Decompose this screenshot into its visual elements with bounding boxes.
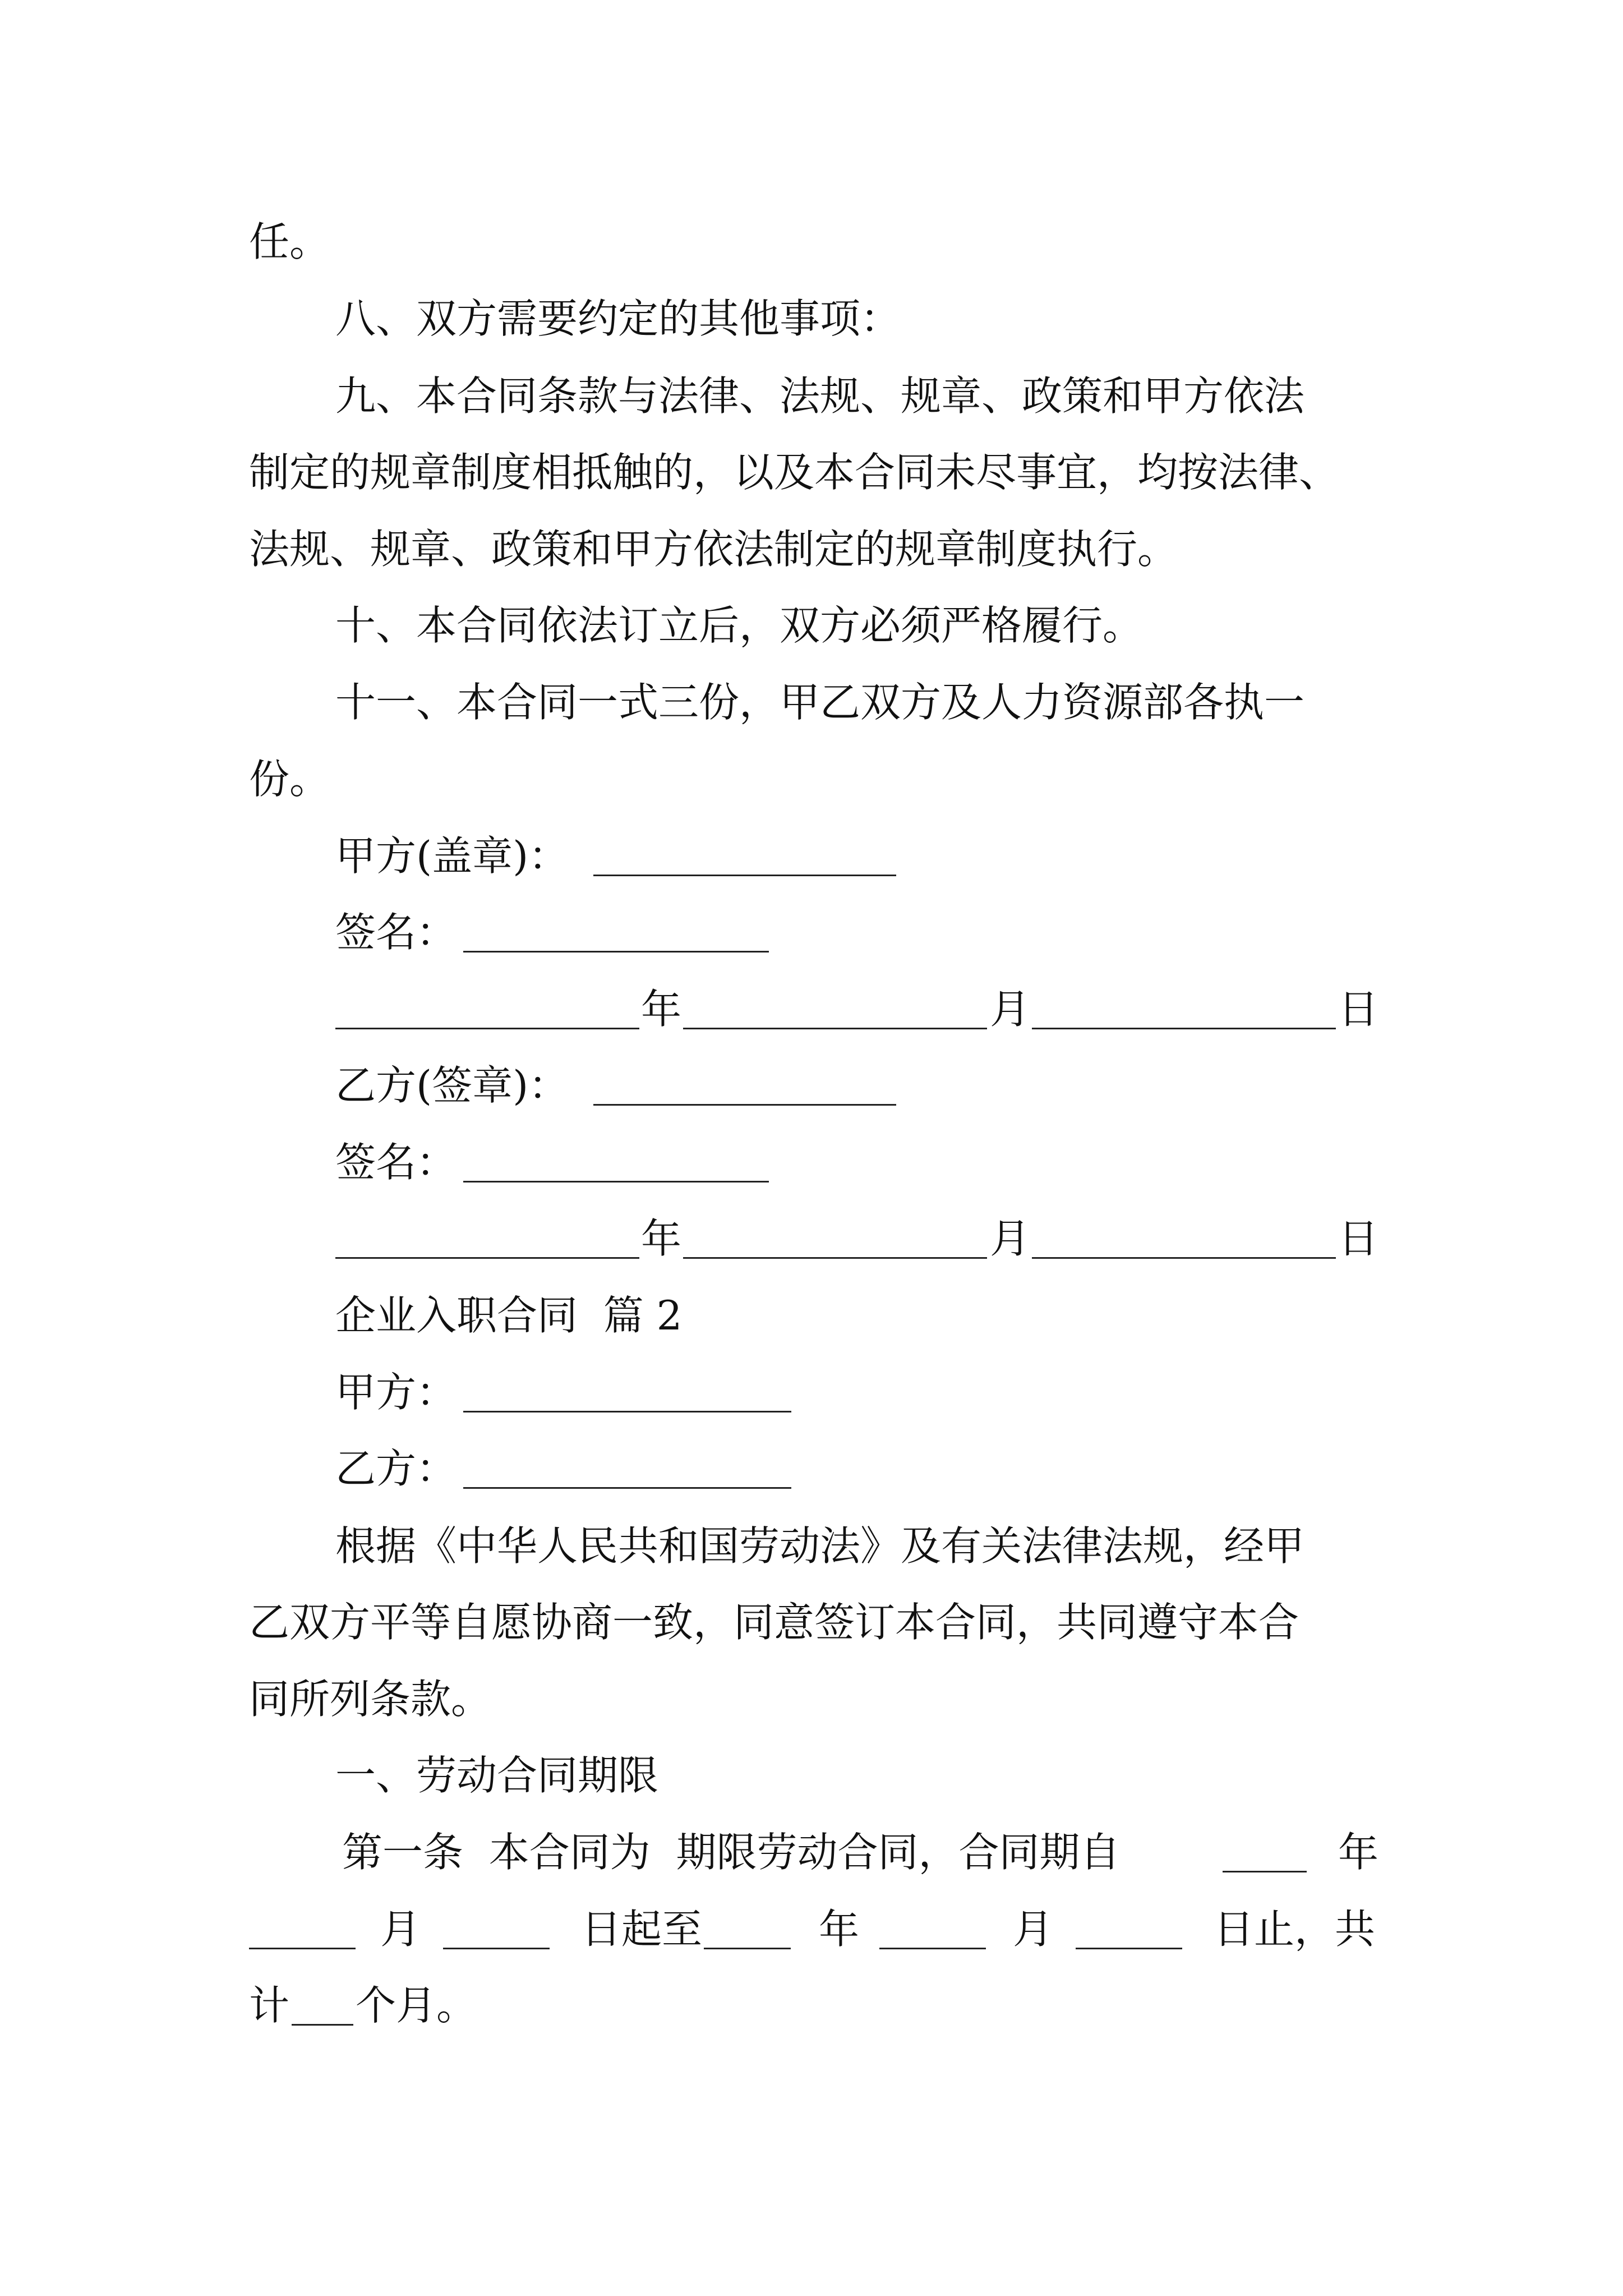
party-b-year-label: 年 <box>641 1215 682 1262</box>
article-1-start-day-blank[interactable] <box>443 1948 550 1949</box>
party-a-day-label: 日 <box>1338 986 1379 1033</box>
article-1-end-month-label: 月 <box>1013 1906 1054 1953</box>
part-2-party-b-blank[interactable] <box>463 1487 791 1489</box>
party-a-seal-label: 甲方(盖章)： <box>335 832 569 880</box>
party-a-day-blank[interactable] <box>1032 1028 1336 1029</box>
party-a-seal-blank[interactable] <box>593 875 896 876</box>
article-1-start-month-label: 月 <box>380 1906 421 1953</box>
clause-8: 八、双方需要约定的其他事项： <box>335 295 901 342</box>
article-1-end-month-blank[interactable] <box>879 1948 986 1949</box>
article-1-start-month-blank[interactable] <box>249 1948 356 1949</box>
section-1-heading: 一、劳动合同期限 <box>335 1752 659 1799</box>
clause-9-line-1: 九、本合同条款与法律、法规、规章、政策和甲方依法 <box>335 372 1305 420</box>
clause-continuation: 任。 <box>249 218 330 265</box>
article-1-line-1: 第一条 本合同为 期限劳动合同，合同期自 <box>342 1829 1121 1876</box>
article-1-start-day-label: 日起至 <box>581 1906 703 1953</box>
article-1-end-year-label: 年 <box>819 1906 860 1953</box>
party-b-sign-label: 签名： <box>335 1139 457 1186</box>
clause-9-line-3: 法规、规章、政策和甲方依法制定的规章制度执行。 <box>249 526 1178 573</box>
clause-11-line-1: 十一、本合同一式三份，甲乙双方及人力资源部各执一 <box>335 679 1305 726</box>
party-b-sign-blank[interactable] <box>463 1181 769 1182</box>
party-b-day-label: 日 <box>1338 1215 1379 1262</box>
part-2-intro-line-3: 同所列条款。 <box>249 1676 492 1723</box>
clause-11-line-2: 份。 <box>249 756 330 803</box>
party-b-seal-blank[interactable] <box>593 1104 896 1106</box>
part-2-title: 企业入职合同 篇 2 <box>335 1292 683 1339</box>
party-b-seal-label: 乙方(签章)： <box>335 1062 569 1109</box>
article-1-start-year-blank[interactable] <box>1223 1871 1307 1872</box>
part-2-intro-line-1: 根据《中华人民共和国劳动法》及有关法律法规，经甲 <box>335 1522 1305 1570</box>
article-1-end-year-blank[interactable] <box>704 1948 791 1949</box>
party-a-sign-blank[interactable] <box>463 951 769 953</box>
party-a-month-blank[interactable] <box>683 1028 987 1029</box>
party-a-sign-label: 签名： <box>335 909 457 956</box>
party-b-month-blank[interactable] <box>683 1257 987 1259</box>
article-1-months-blank[interactable] <box>292 2024 353 2026</box>
article-1-total-suffix: 个月。 <box>356 1982 477 2029</box>
part-2-party-b-label: 乙方： <box>335 1445 457 1492</box>
clause-10: 十、本合同依法订立后，双方必须严格履行。 <box>335 602 1144 649</box>
party-a-year-blank[interactable] <box>335 1028 639 1029</box>
party-a-year-label: 年 <box>641 986 682 1033</box>
part-2-party-a-blank[interactable] <box>463 1411 791 1412</box>
party-b-day-blank[interactable] <box>1032 1257 1336 1259</box>
part-2-intro-line-2: 乙双方平等自愿协商一致，同意签订本合同，共同遵守本合 <box>249 1599 1299 1646</box>
party-b-month-label: 月 <box>990 1215 1031 1262</box>
party-b-year-blank[interactable] <box>335 1257 639 1259</box>
party-a-month-label: 月 <box>990 986 1031 1033</box>
article-1-start-year-label: 年 <box>1338 1829 1379 1876</box>
article-1-total-prefix: 计 <box>249 1982 290 2029</box>
part-2-party-a-label: 甲方： <box>335 1369 457 1416</box>
article-1-end-day-label: 日止，共 <box>1214 1906 1376 1953</box>
article-1-end-day-blank[interactable] <box>1076 1948 1182 1949</box>
clause-9-line-2: 制定的规章制度相抵触的，以及本合同未尽事宜，均按法律、 <box>249 449 1340 496</box>
